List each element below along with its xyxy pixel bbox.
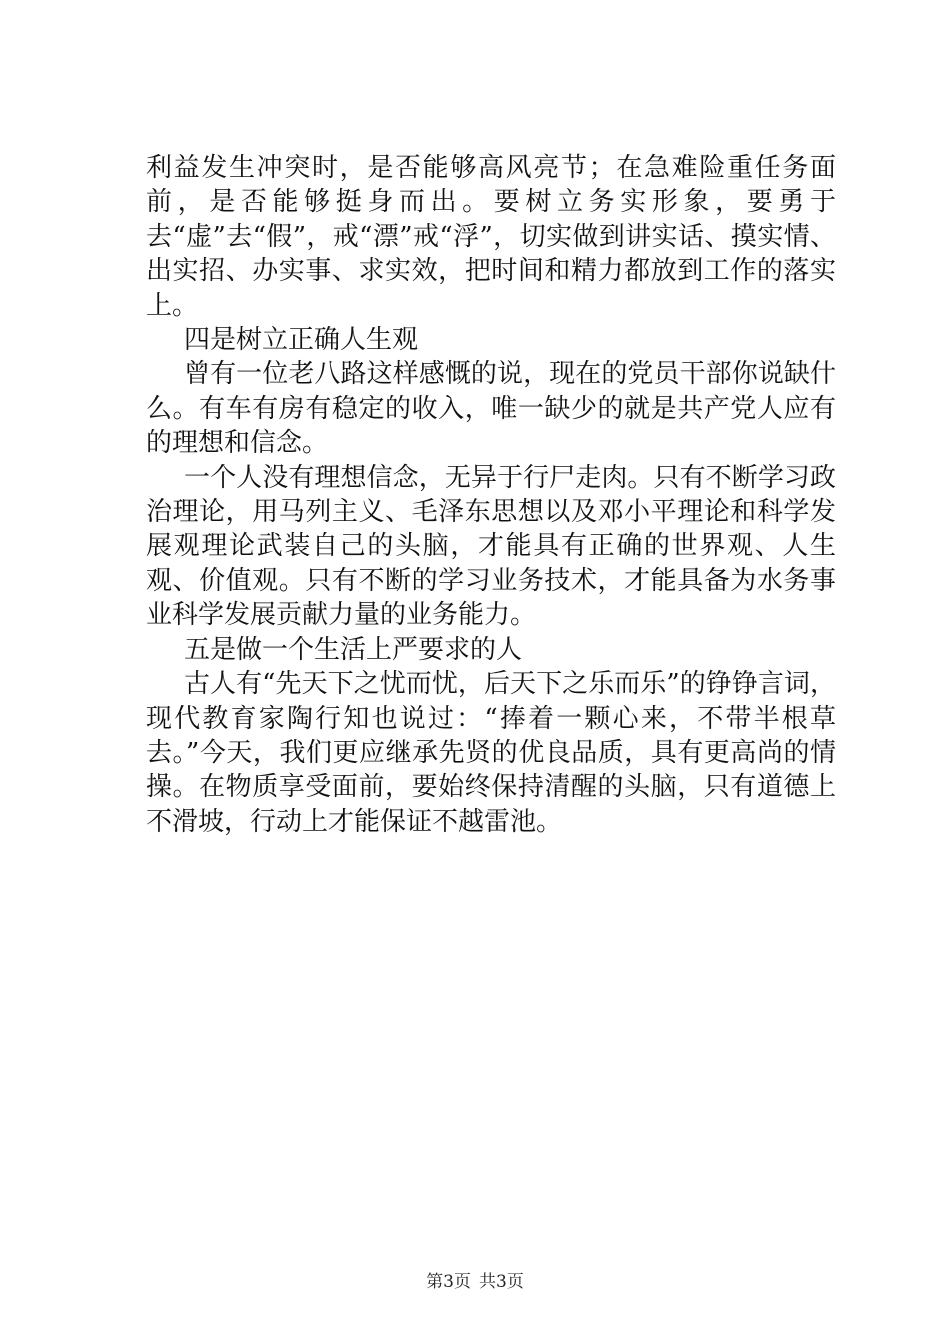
section-heading-strict-life: 五是做一个生活上严要求的人 <box>184 634 523 665</box>
page-footer <box>0 1267 950 1292</box>
paragraph-ideals-and-belief: 一个人没有理想信念，无异于行尸走肉。只有不断学习政治理论，用马列主义、毛泽东思想以及邓小平理论和科学发展观理论武装自己的头脑，才能具有正确的世界观、人生观、价值观。只有不断的学习业务技术，才能具备为水务事业科学发展贡献力量的业务能力。 <box>146 462 836 631</box>
paragraph-ancient-wisdom: 古人有“先天下之忧而忧，后天下之乐而乐”的铮铮言词，现代教育家陶行知也说过：“捧着一颗心来，不带半根草去。”今天，我们更应继承先贤的优良品质，具有更高尚的情操。在物质享受面前，要始终保持清醒的头脑，只有道德上不滑坡，行动上才能保证不越雷池。 <box>146 669 836 837</box>
document-body <box>146 151 836 839</box>
section-heading-outlook-on-life: 四是树立正确人生观 <box>184 325 419 356</box>
page-number-total: 共3页 <box>479 1272 524 1292</box>
page-number-current: 第3页 <box>426 1272 471 1292</box>
paragraph-continued: 利益发生冲突时，是否能够高风亮节；在急难险重任务面前，是否能够挺身而出。要树立务实形象，要勇于去“虚”去“假”，戒“漂”戒“浮”，切实做到讲实话、摸实情、出实招、办实事、求实效，把时间和精力都放到工作的落实上。 <box>146 153 836 321</box>
paragraph-veteran-quote: 曾有一位老八路这样感慨的说，现在的党员干部你说缺什么。有车有房有稳定的收入，唯一缺少的就是共产党人应有的理想和信念。 <box>146 359 836 459</box>
